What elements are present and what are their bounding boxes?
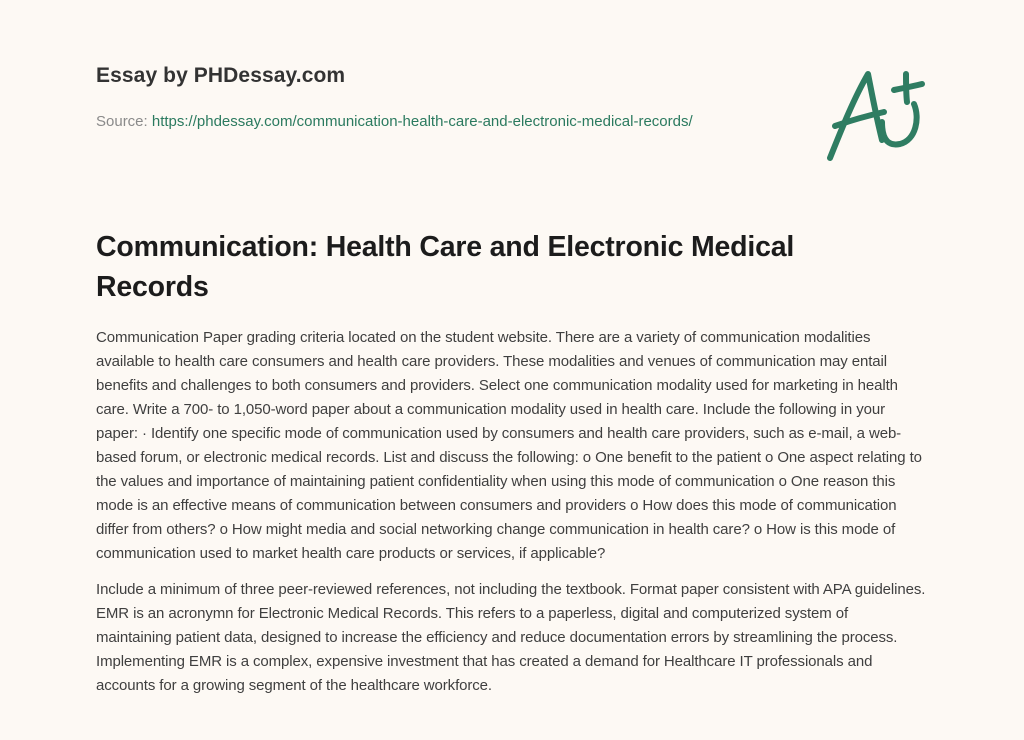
page <box>96 0 928 694</box>
source-line <box>96 111 736 133</box>
source-link[interactable]: https://phdessay.com/communication-health-care-and-electronic-medical-records/ <box>151 113 693 130</box>
source-label: Source: <box>96 113 148 130</box>
site-header <box>96 0 928 200</box>
document-title: Communication: Health Care and Electronic Medical Records <box>96 231 795 303</box>
paragraph: Include a minimum of three peer-reviewed references, not including the textbook. Format paper consistent with APA guidelines. EMR is an acronymn for Electronic Medical Records. This refers to a paperless, digital and computerized system of maintaining patient data, designed to increase the efficiency and reduce documentation errors by streamlining the process. Implementing EMR is a complex, expensive investment that has created a demand for Healthcare IT professionals and accounts for a growing segment of the healthcare workforce. <box>96 581 926 694</box>
document-body <box>96 326 926 710</box>
site-title: Essay by PHDessay.com <box>96 64 346 87</box>
a-plus-grade-icon <box>824 66 928 166</box>
paragraph: Communication Paper grading criteria located on the student website. There are a variety of communication modalities available to health care consumers and health care providers. These modalities and venues of communication may entail benefits and challenges to both consumers and providers. Select one communication modality used for marketing in health care. Write a 700- to 1,050-word paper about a communication modality used in health care. Include the following in your paper: · Identify one specific mode of communication used by consumers and health care providers, such as e-mail, a web-based forum, or electronic medical records. List and discuss the following: o One benefit to the patient o One aspect relating to the values and importance of maintaining patient confidentiality when using this mode of communication o One reason this mode is an effective means of communication between consumers and providers o How does this mode of communication differ from others? o How might media and social networking change communication in health care? o How is this mode of communication used to market health care products or services, if applicable? <box>96 329 922 562</box>
